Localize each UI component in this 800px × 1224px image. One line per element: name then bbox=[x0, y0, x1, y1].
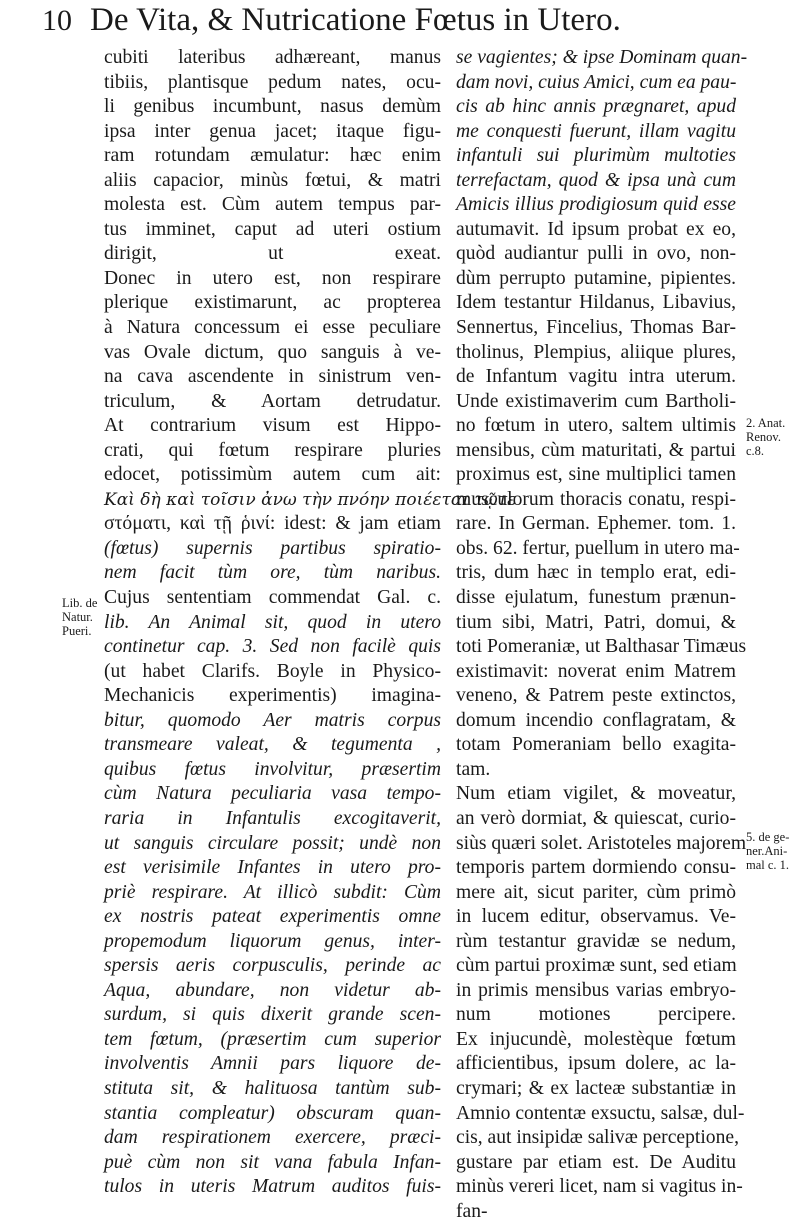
text-line: ipsa inter genua jacet; itaque figu- bbox=[104, 120, 441, 142]
text-line: continetur cap. 3. Sed non facilè quis bbox=[104, 636, 441, 658]
text-line: plerique existimarunt, ac propterea bbox=[104, 292, 441, 314]
text-line: transmeare valeat, & tegumenta , bbox=[104, 734, 441, 756]
text-line: infantuli sui plurimùm multoties bbox=[456, 145, 736, 167]
text-line: (ut habet Clarifs. Boyle in Physico- bbox=[104, 660, 441, 682]
text-line: Mechanicis experimentis) imagina- bbox=[104, 685, 441, 707]
text-line: ram rotundam æmulatur: hæc enim bbox=[104, 145, 441, 167]
text-line: Ex injucundè, molestèque fœtum bbox=[456, 1028, 736, 1050]
text-line: quibus fœtus involvitur, præsertim bbox=[104, 758, 441, 780]
text-line: molesta est. Cùm autem tempus par- bbox=[104, 194, 441, 216]
text-line: edocet, potissimùm autem cum ait: bbox=[104, 464, 441, 486]
text-line: num motiones percipere. bbox=[456, 1004, 736, 1026]
text-line: triculum, & Aortam detrudatur. bbox=[104, 390, 441, 412]
text-line: cubiti lateribus adhæreant, manus bbox=[104, 47, 441, 68]
text-line: stantia compleatur) obscuram quan- bbox=[104, 1102, 441, 1124]
text-line: Amnio contentæ exsuctu, salsæ, dul- bbox=[456, 1102, 745, 1124]
left-text-column bbox=[104, 46, 517, 1200]
text-line: tam. bbox=[456, 758, 491, 780]
text-line: est verisimile Infantes in utero pro- bbox=[104, 857, 441, 879]
text-line: an verò dormiat, & quiescat, curio- bbox=[456, 807, 736, 829]
text-line: ut sanguis circulare possit; undè non bbox=[104, 832, 441, 854]
text-line: minùs vereri licet, nam si vagitus in- bbox=[456, 1176, 743, 1198]
margin-note-line: Pueri. bbox=[62, 624, 92, 638]
margin-note-line: mal c. 1. bbox=[746, 858, 790, 872]
text-line: quòd audiantur pulli in ovo, non- bbox=[456, 243, 736, 265]
text-line: crati, qui fœtum respirare pluries bbox=[104, 439, 441, 461]
margin-note-line: Lib. de bbox=[62, 596, 98, 610]
text-line: rare. In German. Ephemer. tom. 1. bbox=[456, 513, 736, 535]
text-line: stituta sit, & halituosa tantùm sub- bbox=[104, 1077, 441, 1099]
text-line: priè respirare. At illicò subdit: Cùm bbox=[104, 881, 441, 903]
text-line: proximus est, sine multiplici tamen bbox=[456, 464, 736, 486]
text-line: rùm testantur gravidæ se nedum, bbox=[456, 930, 736, 952]
text-line: Aqua, abundare, non videtur ab- bbox=[104, 979, 441, 1001]
text-line: disse ejulatum, funestum prænun- bbox=[456, 587, 736, 609]
text-line: Num etiam vigilet, & moveatur, bbox=[456, 783, 736, 805]
margin-note-line: 5. de ge- bbox=[746, 830, 790, 844]
text-line: mensibus, cùm maturitati, & partui bbox=[456, 439, 736, 461]
page-header bbox=[42, 0, 742, 44]
margin-note-line: Natur. bbox=[62, 610, 93, 624]
text-line: domum incendio conflagratam, & bbox=[456, 709, 736, 731]
margin-note-line: 2. Anat. bbox=[746, 416, 786, 430]
text-line: autumavit. Id ipsum probat ex eo, bbox=[456, 218, 736, 240]
text-line: Donec in utero est, non respirare bbox=[104, 267, 441, 289]
text-line: tem fœtum, (præsertim cum superior bbox=[104, 1028, 441, 1050]
text-line: dam novi, cuius Amici, cum ea pau- bbox=[456, 71, 737, 93]
text-line: de Infantum vagitu intra uterum. bbox=[456, 366, 736, 388]
text-line: dùm perrupto putamine, pipientes. bbox=[456, 267, 736, 289]
text-line: lib. An Animal sit, quod in utero bbox=[104, 611, 441, 633]
text-line: siùs quæri solet. Aristoteles majorem bbox=[456, 832, 747, 854]
page-number: 10 bbox=[42, 4, 72, 37]
text-line: cùm Natura peculiaria vasa tempo- bbox=[104, 783, 441, 805]
text-line: cùm partui proximæ sunt, sed etiam bbox=[456, 955, 737, 977]
margin-note-left bbox=[62, 596, 106, 638]
text-line: tris, dum hæc in templo erat, edi- bbox=[456, 562, 736, 584]
text-line: Idem testantur Hildanus, Libavius, bbox=[456, 292, 736, 314]
text-line: At contrarium visum est Hippo- bbox=[104, 415, 441, 437]
text-line: raria in Infantulis excogitaverit, bbox=[104, 807, 441, 829]
text-line: obs. 62. fertur, puellum in utero ma- bbox=[456, 537, 740, 559]
text-line: temporis partem dormiendo consu- bbox=[456, 857, 736, 879]
text-line: tium sibi, Matri, Patri, domui, & bbox=[456, 611, 736, 633]
text-line: Καὶ δὴ καὶ τοῖσιν ἀνω τὴν πνόην ποιέεται τῷτε bbox=[104, 489, 517, 510]
text-line: vas Ovale dictum, quo sanguis à ve- bbox=[104, 341, 441, 363]
text-line: afficientibus, ipsum dolere, ac la- bbox=[456, 1053, 736, 1075]
text-line: toti Pomeraniæ, ut Balthasar Timæus bbox=[456, 636, 747, 658]
text-line: totam Pomeraniam bello exagita- bbox=[456, 734, 736, 756]
text-line: Cujus sententiam commendat Gal. c. bbox=[104, 587, 441, 609]
text-line: involventis Amnii pars liquore de- bbox=[104, 1053, 441, 1075]
margin-note-right-1 bbox=[746, 416, 798, 458]
text-line: Unde existimaverim cum Bartholi- bbox=[456, 390, 736, 412]
text-line: surdum, si quis dixerit grande scen- bbox=[104, 1004, 441, 1026]
text-line: ex nostris pateat experimentis omne bbox=[104, 906, 441, 928]
text-line: tus imminet, caput ad uteri ostium bbox=[104, 218, 441, 240]
right-text-column bbox=[456, 46, 748, 1224]
margin-note-line: ner.Ani- bbox=[746, 844, 788, 858]
text-line: terrefactam, quod & ipsa unà cum bbox=[456, 169, 736, 191]
text-line: tulos in uteris Matrum auditos fuis- bbox=[104, 1176, 441, 1198]
text-line: fan- bbox=[456, 1200, 488, 1222]
text-line: à Natura concessum ei esse peculiare bbox=[104, 317, 441, 339]
text-line: Sennertus, Fincelius, Thomas Bar- bbox=[456, 317, 736, 339]
text-line: cis ab hinc annis prægnaret, apud bbox=[456, 96, 736, 118]
text-line: crymari; & ex lacteæ substantiæ in bbox=[456, 1077, 736, 1099]
margin-note-right-2 bbox=[746, 830, 798, 872]
text-line: no fœtum in utero, saltem ultimis bbox=[456, 415, 736, 437]
running-title: De Vita, & Nutricatione Fœtus in Utero. bbox=[90, 2, 621, 38]
text-line: spersis aeris corpusculis, perinde ac bbox=[104, 955, 441, 977]
text-line: in primis mensibus varias embryo- bbox=[456, 979, 736, 1001]
text-line: nem facit tùm ore, tùm naribus. bbox=[104, 562, 441, 584]
text-line: musculorum thoracis conatu, respi- bbox=[456, 488, 736, 510]
text-line: li genibus incumbunt, nasus demùm bbox=[104, 96, 441, 118]
text-line: veneno, & Patrem peste extinctos, bbox=[456, 685, 736, 707]
text-line: tholinus, Plempius, aliique plures, bbox=[456, 341, 736, 363]
text-line: aliis capacior, minùs fœtui, & matri bbox=[104, 169, 441, 191]
text-line: bitur, quomodo Aer matris corpus bbox=[104, 709, 441, 731]
text-line: Amicis illius prodigiosum quid esse bbox=[456, 194, 736, 216]
text-line: na cava ascendente in sinistrum ven- bbox=[104, 366, 441, 388]
text-line: tibiis, plantisque pedum nates, ocu- bbox=[104, 71, 441, 93]
margin-note-line: Renov. bbox=[746, 430, 781, 444]
text-line: dam respirationem exercere, præci- bbox=[104, 1127, 441, 1149]
text-line: (fœtus) supernis partibus spiratio- bbox=[104, 537, 441, 559]
text-line: existimavit: noverat enim Matrem bbox=[456, 660, 736, 682]
text-line: se vagientes; & ipse Dominam quan- bbox=[456, 47, 748, 68]
text-line: dirigit, ut exeat. bbox=[104, 243, 441, 265]
text-line: gustare par etiam est. De Auditu bbox=[456, 1151, 736, 1173]
text-line: mere ait, sicut pariter, cùm primò bbox=[456, 881, 736, 903]
text-line: cis, aut insipidæ salivæ perceptione, bbox=[456, 1127, 739, 1149]
text-line: in lucem editur, observamus. Ve- bbox=[456, 906, 736, 928]
text-line: me conquesti fuerunt, illam vagitu bbox=[456, 120, 736, 142]
text-line: propemodum liquorum genus, inter- bbox=[104, 930, 441, 952]
text-line: στόματι, καὶ τῇ ῥινί: idest: & jam etiam bbox=[104, 513, 441, 535]
text-line: puè cùm non sit vana fabula Infan- bbox=[104, 1151, 441, 1173]
margin-note-line: c.8. bbox=[746, 444, 765, 458]
